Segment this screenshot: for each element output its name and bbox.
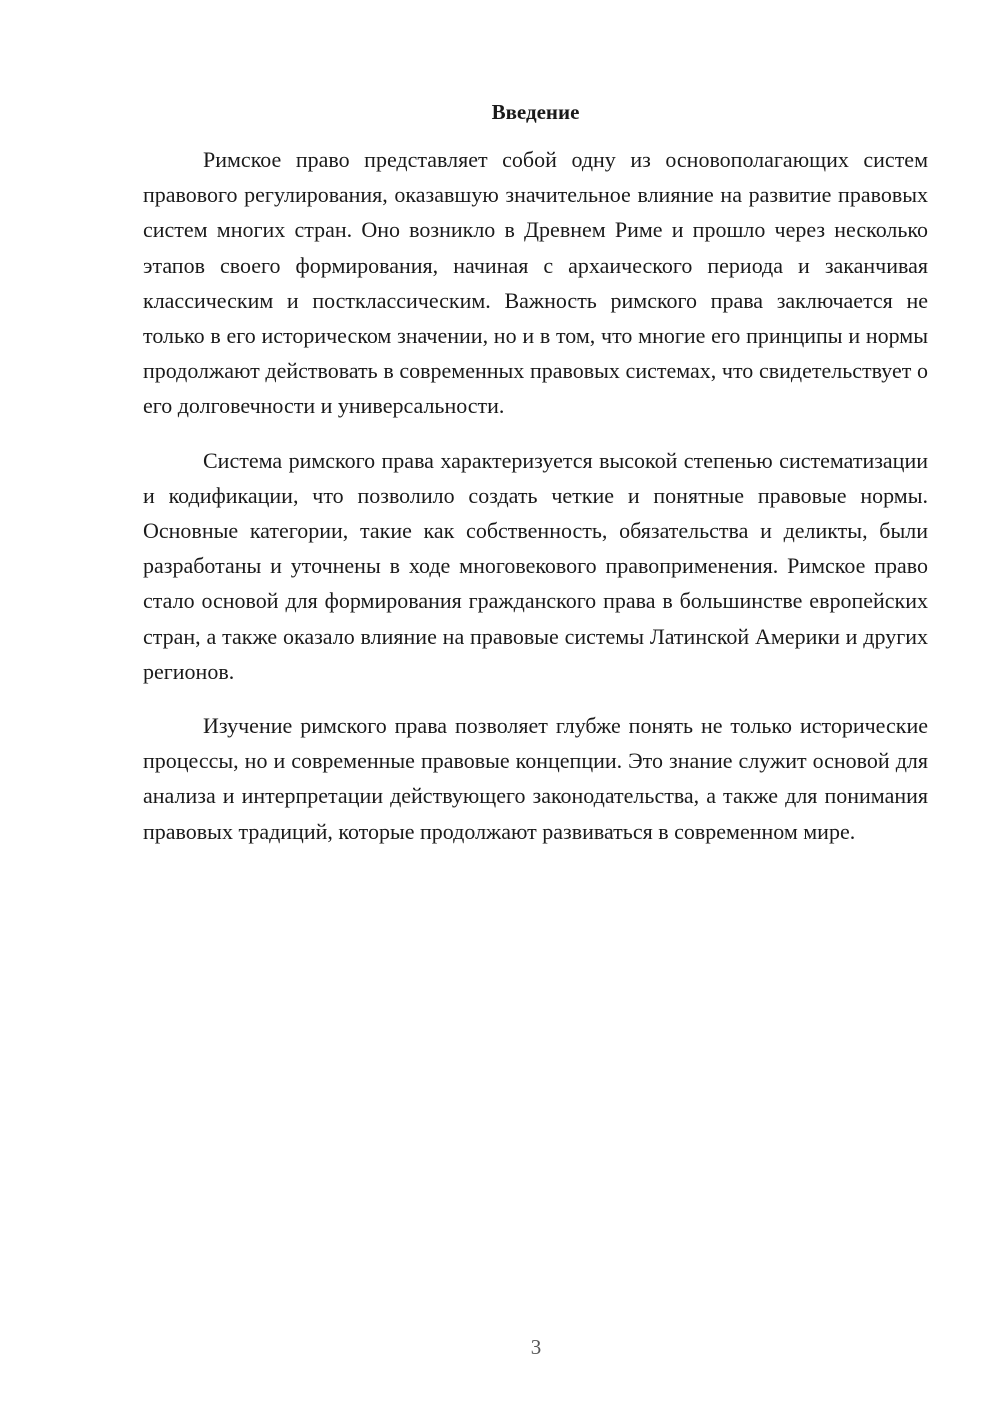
section-heading: Введение (491, 100, 580, 124)
body-text (143, 142, 928, 868)
paragraph-3: Изучение римского права позволяет глубже понять не только исторические процессы, но и современные правовые концепции. Это знание служит основой для анализа и интерпретации действующего законодательства, а также для понимания правовых традиций, которые продолжают развиваться в современном мире. (143, 713, 928, 844)
page-number: 3 (530, 1335, 542, 1359)
paragraph-1: Римское право представляет собой одну из основополагающих систем правового регулирования, оказавшую значительное влияние на развитие правовых систем многих стран. Оно возникло в Древнем Риме и прошло через несколько этапов своего формирования, начиная с архаического периода и заканчивая классическим и постклассическим. Важность римского права заключается не только в его историческом значении, но и в том, что многие его принципы и нормы продолжают действовать в современных правовых системах, что свидетельствует о его долговечности и универсальности. (143, 147, 928, 419)
paragraph-2: Система римского права характеризуется высокой степенью систематизации и кодификации, что позволило создать четкие и понятные правовые нормы. Основные категории, такие как собственность, обязательства и деликты, были разработаны и уточнены в ходе многовекового правоприменения. Римское право стало основой для формирования гражданского права в большинстве европейских стран, а также оказало влияние на правовые системы Латинской Америки и других регионов. (143, 447, 928, 684)
